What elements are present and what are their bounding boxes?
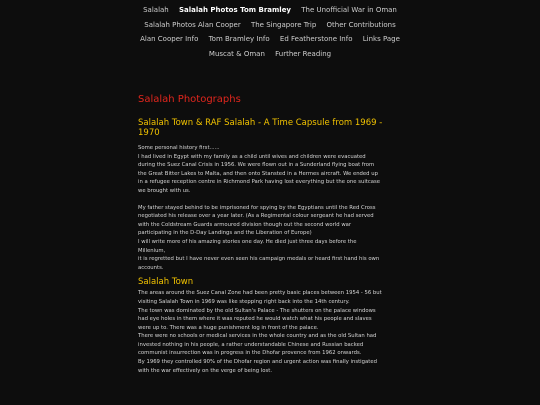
page-title: Salalah Photographs bbox=[138, 94, 241, 105]
nav-link-salalah-photos-alan-cooper[interactable]: Salalah Photos Alan Cooper bbox=[144, 20, 241, 29]
text-line: I had lived in Egypt with my family as a child until wives and children were evacuated bbox=[138, 153, 366, 160]
nav-link-tom-bramley-info[interactable]: Tom Bramley Info bbox=[208, 35, 270, 43]
text-line: had eye holes in them where it was reputed he would watch what his people and slaves bbox=[138, 316, 372, 323]
nav-link-links-page[interactable]: Links Page bbox=[362, 35, 400, 43]
text-line: By 1969 they controlled 90% of the Dhofar region and urgent action was finally instigated bbox=[138, 359, 377, 366]
text-line: it is regretted but I have never even seen his campaign medals or heard first hand his own bbox=[138, 256, 380, 263]
intro-paragraph bbox=[138, 144, 402, 196]
nav-link-singapore-trip[interactable]: The Singapore Trip bbox=[250, 20, 317, 29]
text-line: There were no schools or medical services in the whole country and as the old Sultan had bbox=[138, 333, 377, 340]
text-line: I will write more of his amazing stories one day. He died just three days before the bbox=[138, 238, 357, 245]
text-line: invested nothing in his people, a rather understandable Chinese and Russian backed bbox=[138, 341, 364, 348]
nav-row-4 bbox=[0, 47, 540, 62]
text-line: Millenium, bbox=[138, 247, 166, 254]
nav-link-unofficial-war[interactable]: The Unofficial War in Oman bbox=[301, 6, 397, 14]
nav-link-other-contributions[interactable]: Other Contributions bbox=[326, 20, 396, 29]
text-line: Some personal history first...... bbox=[138, 145, 220, 151]
main-content bbox=[138, 94, 402, 375]
text-line: were up to. There was a huge punishment log in front of the palace. bbox=[138, 324, 319, 331]
text-line: we brought with us. bbox=[138, 187, 191, 194]
text-line: My father stayed behind to be imprisoned for spying by the Egyptians until the Red Cross bbox=[138, 204, 376, 211]
town-paragraph bbox=[138, 289, 402, 375]
text-line: communist insurrection was in progress in the Dhofar provence from 1962 onwards. bbox=[138, 350, 362, 357]
text-line: The town was dominated by the old Sultan's Palace - The shutters on the palace windows bbox=[138, 307, 376, 314]
text-line: with the Coldstream Guards armoured division though out the second world war bbox=[138, 221, 352, 228]
text-line: with the war effectively on the verge of being lost. bbox=[138, 367, 273, 374]
section-title-salalah-town: Salalah Town bbox=[138, 277, 194, 288]
nav-link-muscat-oman[interactable]: Muscat & Oman bbox=[208, 49, 265, 58]
text-line: during the Suez Canal Crisis in 1956. We were flown out in a Sunderland flying boat from bbox=[138, 162, 375, 169]
nav-row-3 bbox=[0, 32, 540, 47]
text-line: in a refugee reception centre in Richmond Park having lost everything but the one suitcase bbox=[138, 179, 381, 186]
spacer bbox=[138, 196, 402, 204]
page-subtitle: Salalah Town & RAF Salalah - A Time Capsule from 1969 - 1970 bbox=[138, 118, 383, 138]
text-line: negotiated his release over a year later. (As a Regimental colour sergeant he had served bbox=[138, 213, 374, 220]
nav-link-salalah-photos-tom-bramley[interactable]: Salalah Photos Tom Bramley bbox=[178, 6, 291, 14]
father-paragraph bbox=[138, 204, 402, 273]
nav-link-ed-featherstone-info[interactable]: Ed Featherstone Info bbox=[279, 35, 353, 43]
nav-row-1 bbox=[0, 3, 540, 18]
top-navigation bbox=[0, 3, 540, 61]
nav-link-alan-cooper-info[interactable]: Alan Cooper Info bbox=[140, 35, 199, 43]
text-line: the Great Bitter Lakes to Malta, and then onto Stansted in a Hermes aircraft. We ended up bbox=[138, 170, 378, 177]
text-line: The areas around the Suez Canal Zone had been pretty basic places between 1954 - 56 but bbox=[138, 290, 382, 297]
text-line: visiting Salalah Town in 1969 was like stepping right back into the 14th century. bbox=[138, 298, 350, 305]
text-line: participating in the D-Day Landings and the Liberation of Europe) bbox=[138, 230, 312, 237]
nav-link-salalah[interactable]: Salalah bbox=[143, 6, 169, 14]
nav-row-2 bbox=[0, 18, 540, 33]
nav-link-further-reading[interactable]: Further Reading bbox=[275, 49, 332, 58]
text-line: accounts. bbox=[138, 264, 164, 271]
